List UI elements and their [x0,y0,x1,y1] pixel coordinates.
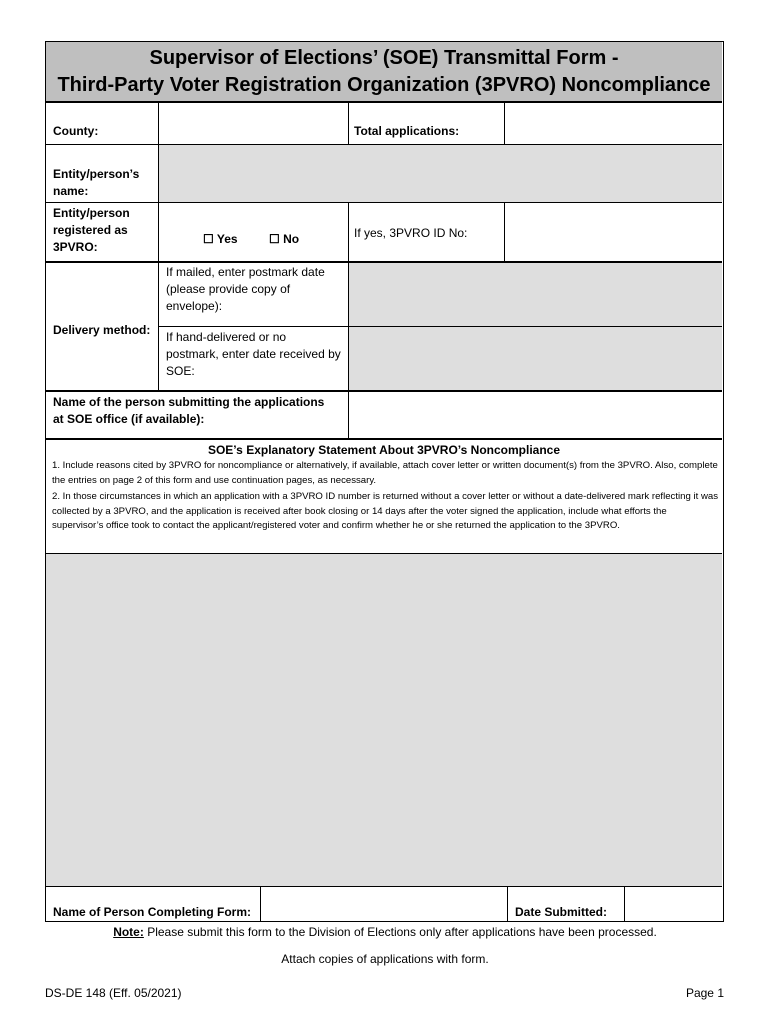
statement-instruction-1: 1. Include reasons cited by 3PVRO for noncompliance or alternatively, if available, attach cover letter or written document(s) from the 3PVRO. Also, complete the entries on page 2 of this form and use continuation pages, as necessary. [52,460,718,486]
date-submitted-label: Date Submitted: [515,905,608,919]
submitter-field[interactable] [349,392,722,438]
pvro-id-label: If yes, 3PVRO ID No: [354,226,468,240]
delivery-method-label: Delivery method: [53,323,151,337]
form-title-line1: Supervisor of Elections’ (SOE) Transmittal Form - [149,47,619,69]
mailed-label: If mailed, enter postmark date (please provide copy of envelope): [166,265,325,313]
statement-text-area[interactable] [46,554,722,886]
submitter-label: Name of the person submitting the applications at SOE office (if available): [53,395,325,426]
total-applications-label: Total applications: [354,124,460,138]
entity-name-label: Entity/person’s name: [53,167,140,198]
attach-note: Attach copies of applications with form. [281,952,489,966]
page-number: Page 1 [685,986,724,1000]
postmark-date-field[interactable] [349,263,722,326]
completing-name-field[interactable] [261,887,506,921]
no-checkbox[interactable]: ☐ No [269,232,300,246]
hand-delivered-label: If hand-delivered or no postmark, enter date received by SOE: [166,330,341,378]
total-applications-field[interactable] [505,102,722,144]
transmittal-form [45,41,724,922]
county-label: County: [53,124,99,138]
form-id: DS-DE 148 (Eff. 05/2021) [45,986,182,1000]
received-date-field[interactable] [349,327,722,390]
pvro-id-field[interactable] [505,203,722,260]
entity-name-field[interactable] [159,145,722,202]
completing-label: Name of Person Completing Form: [53,905,252,919]
registered-label: Entity/person registered as 3PVRO: [53,206,130,254]
yes-checkbox[interactable]: ☐ Yes [203,232,238,246]
submission-note [0,925,770,939]
statement-heading: SOE’s Explanatory Statement About 3PVRO’s Noncompliance [207,443,561,457]
form-title-line2: Third-Party Voter Registration Organization (3PVRO) Noncompliance [57,74,711,96]
statement-instruction-2: 2. In those circumstances in which an application with a 3PVRO ID number is returned without a cover letter or without a date-delivered mark reflecting it was collected by a 3PVRO, and the application is received after book closing or 14 days after the voter signed the application, include what efforts the supervisor’s office took to contact the applicant/registered voter and confirm whether he or she returned the application to the 3PVRO. [52,491,719,532]
date-submitted-field[interactable] [625,887,722,921]
note-text: Please submit this form to the Division of Elections only after applications have been processed. [143,925,657,939]
note-label: Note: [113,925,144,939]
form-title [46,42,722,101]
county-field[interactable] [159,102,348,144]
